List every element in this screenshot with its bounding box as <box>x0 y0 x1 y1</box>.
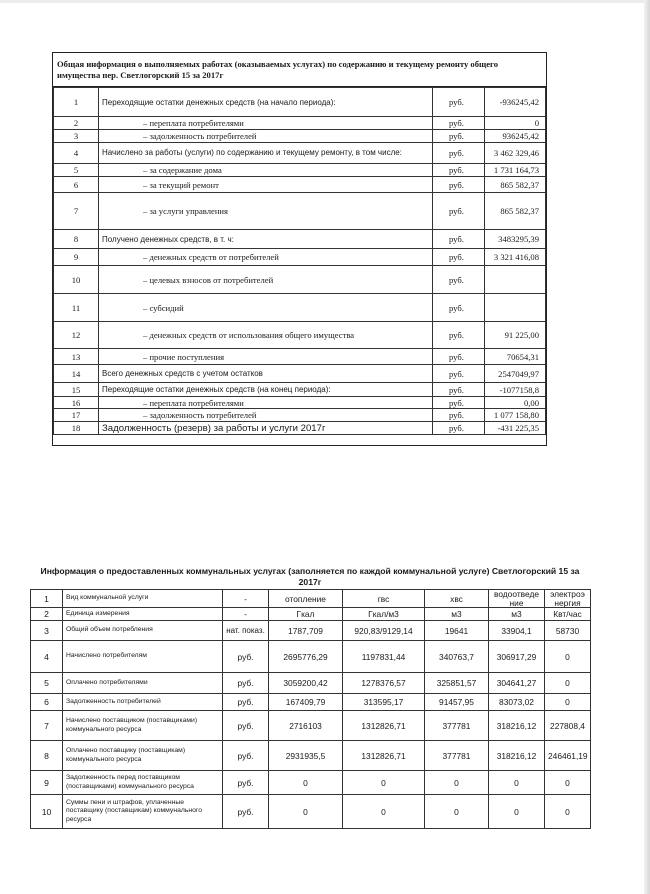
row-number: 18 <box>54 422 99 435</box>
cell-heating: 1787,709 <box>269 621 343 641</box>
row-label: – за текущий ремонт <box>99 177 433 193</box>
utilities-info-title: Информация о предоставленных коммунальных услугах (заполняется по каждой коммунальной услуге) Светлогорский 15 за 2017г <box>40 566 580 587</box>
cell-electricity: 58730 <box>545 621 591 641</box>
row-label: – за содержание дома <box>99 164 433 177</box>
scan-right-edge <box>644 0 650 894</box>
row-number: 12 <box>54 322 99 349</box>
cell-sewage: 318216,12 <box>489 711 545 741</box>
table-row <box>54 193 546 230</box>
row-value: 865 582,37 <box>485 193 546 230</box>
row-unit: руб. <box>433 88 485 117</box>
row-label: – целевых взносов от потребителей <box>99 266 433 294</box>
table-row <box>54 130 546 143</box>
table-row <box>31 590 591 608</box>
cell-cold-water: 377781 <box>425 711 489 741</box>
cell-sewage: 304641,27 <box>489 673 545 694</box>
cell-hot-water: 1278376,57 <box>343 673 425 694</box>
table-row <box>54 177 546 193</box>
row-label: Вид коммунальной услуги <box>63 590 223 608</box>
row-label: Начислено за работы (услуги) по содержанию и текущему ремонту, в том числе: <box>99 143 433 164</box>
row-number: 3 <box>54 130 99 143</box>
cell-heating: 0 <box>269 795 343 829</box>
row-number: 4 <box>54 143 99 164</box>
cell-cold-water: 91457,95 <box>425 694 489 711</box>
row-value: 3483295,39 <box>485 230 546 249</box>
row-label: – субсидий <box>99 294 433 322</box>
table-row <box>54 422 546 435</box>
row-number: 1 <box>54 88 99 117</box>
row-number: 9 <box>54 249 99 266</box>
row-number: 3 <box>31 621 63 641</box>
row-number: 11 <box>54 294 99 322</box>
cell-heating: 2695776,29 <box>269 641 343 673</box>
table-row <box>31 621 591 641</box>
row-number: 16 <box>54 397 99 409</box>
row-unit: руб. <box>433 249 485 266</box>
works-info-table-frame <box>52 52 547 446</box>
cell-heating: отопление <box>269 590 343 608</box>
cell-hot-water: гвс <box>343 590 425 608</box>
row-value: 865 582,37 <box>485 177 546 193</box>
row-value: 3 462 329,46 <box>485 143 546 164</box>
cell-hot-water: 920,83/9129,14 <box>343 621 425 641</box>
row-label: Задолженность перед поставщиком (поставщиками) коммунального ресурса <box>63 771 223 795</box>
cell-sewage: 33904,1 <box>489 621 545 641</box>
row-label: – денежных средств от потребителей <box>99 249 433 266</box>
table-row <box>54 143 546 164</box>
row-value: 91 225,00 <box>485 322 546 349</box>
table-row <box>54 397 546 409</box>
cell-sewage: водоотведение <box>489 590 545 608</box>
table-row <box>31 711 591 741</box>
row-unit: руб. <box>223 694 269 711</box>
row-unit: руб. <box>433 130 485 143</box>
row-number: 8 <box>31 741 63 771</box>
cell-heating: 2931935,5 <box>269 741 343 771</box>
table-row <box>54 322 546 349</box>
row-unit: руб. <box>433 409 485 422</box>
row-unit: руб. <box>433 177 485 193</box>
table-row <box>54 249 546 266</box>
cell-hot-water: 0 <box>343 795 425 829</box>
row-unit: руб. <box>223 711 269 741</box>
cell-cold-water: м3 <box>425 608 489 621</box>
row-number: 9 <box>31 771 63 795</box>
row-number: 4 <box>31 641 63 673</box>
row-unit: руб. <box>433 422 485 435</box>
row-label: – переплата потребителями <box>99 397 433 409</box>
row-value: -936245,42 <box>485 88 546 117</box>
table-row <box>54 117 546 130</box>
cell-hot-water: 1312826,71 <box>343 741 425 771</box>
cell-electricity: 227808,4 <box>545 711 591 741</box>
row-value: 70654,31 <box>485 349 546 365</box>
cell-heating: 3059200,42 <box>269 673 343 694</box>
row-label: Задолженность (резерв) за работы и услуги 2017г <box>99 422 433 435</box>
cell-electricity: 0 <box>545 641 591 673</box>
row-label: Оплачено потребителями <box>63 673 223 694</box>
row-number: 5 <box>31 673 63 694</box>
row-value: 0,00 <box>485 397 546 409</box>
row-label: Единица измерения <box>63 608 223 621</box>
row-label: – переплата потребителями <box>99 117 433 130</box>
row-number: 1 <box>31 590 63 608</box>
scan-top-edge <box>0 0 650 3</box>
row-value: -1077158,8 <box>485 383 546 397</box>
row-unit: руб. <box>433 230 485 249</box>
row-number: 7 <box>31 711 63 741</box>
row-unit: руб. <box>223 673 269 694</box>
utilities-info-table <box>30 589 591 829</box>
works-info-table <box>53 87 546 435</box>
row-label: Получено денежных средств, в т. ч: <box>99 230 433 249</box>
row-unit: руб. <box>223 641 269 673</box>
row-number: 2 <box>31 608 63 621</box>
cell-heating: 2716103 <box>269 711 343 741</box>
row-value: 3 321 416,08 <box>485 249 546 266</box>
table-row <box>54 294 546 322</box>
row-unit: руб. <box>433 322 485 349</box>
row-unit: руб. <box>223 795 269 829</box>
row-unit: руб. <box>433 164 485 177</box>
row-value: 1 077 158,80 <box>485 409 546 422</box>
row-number: 14 <box>54 365 99 383</box>
cell-cold-water: 340763,7 <box>425 641 489 673</box>
row-unit: - <box>223 590 269 608</box>
table-row <box>54 365 546 383</box>
cell-electricity: 0 <box>545 694 591 711</box>
row-label: – денежных средств от использования общего имущества <box>99 322 433 349</box>
row-unit: - <box>223 608 269 621</box>
cell-electricity: 0 <box>545 673 591 694</box>
cell-sewage: м3 <box>489 608 545 621</box>
table-row <box>54 349 546 365</box>
row-unit: руб. <box>433 397 485 409</box>
row-number: 6 <box>31 694 63 711</box>
row-value <box>485 294 546 322</box>
row-label: Оплачено поставщику (поставщикам) коммунального ресурса <box>63 741 223 771</box>
row-number: 17 <box>54 409 99 422</box>
row-number: 15 <box>54 383 99 397</box>
table-row <box>31 694 591 711</box>
cell-hot-water: 1312826,71 <box>343 711 425 741</box>
cell-cold-water: 325851,57 <box>425 673 489 694</box>
cell-electricity: 0 <box>545 795 591 829</box>
row-unit: руб. <box>433 349 485 365</box>
row-label: Переходящие остатки денежных средств (на конец периода): <box>99 383 433 397</box>
table-row <box>54 266 546 294</box>
table-row <box>54 164 546 177</box>
row-value: 936245,42 <box>485 130 546 143</box>
row-value: 2547049,97 <box>485 365 546 383</box>
table-row <box>54 88 546 117</box>
cell-cold-water: хвс <box>425 590 489 608</box>
row-value: 0 <box>485 117 546 130</box>
cell-electricity: 0 <box>545 771 591 795</box>
table-row <box>54 230 546 249</box>
cell-cold-water: 0 <box>425 795 489 829</box>
cell-sewage: 306917,29 <box>489 641 545 673</box>
cell-cold-water: 19641 <box>425 621 489 641</box>
row-number: 2 <box>54 117 99 130</box>
row-unit: нат. показ. <box>223 621 269 641</box>
row-number: 7 <box>54 193 99 230</box>
row-number: 10 <box>31 795 63 829</box>
row-label: Переходящие остатки денежных средств (на начало периода): <box>99 88 433 117</box>
row-label: Общий объем потребления <box>63 621 223 641</box>
table-row <box>31 771 591 795</box>
cell-electricity: 246461,19 <box>545 741 591 771</box>
row-unit: руб. <box>433 193 485 230</box>
row-label: Начислено поставщиком (поставщиками) коммунального ресурса <box>63 711 223 741</box>
row-number: 5 <box>54 164 99 177</box>
table-row <box>31 795 591 829</box>
cell-sewage: 83073,02 <box>489 694 545 711</box>
table-row <box>31 641 591 673</box>
cell-hot-water: 1197831,44 <box>343 641 425 673</box>
row-unit: руб. <box>433 294 485 322</box>
row-number: 6 <box>54 177 99 193</box>
table-row <box>31 673 591 694</box>
cell-sewage: 318216,12 <box>489 741 545 771</box>
row-label: Суммы пени и штрафов, уплаченные поставщику (поставщикам) коммунального ресурса <box>63 795 223 829</box>
cell-sewage: 0 <box>489 795 545 829</box>
row-label: – за услуги управления <box>99 193 433 230</box>
row-label: – задолженность потребителей <box>99 130 433 143</box>
row-number: 13 <box>54 349 99 365</box>
row-unit: руб. <box>433 266 485 294</box>
cell-heating: 0 <box>269 771 343 795</box>
table-row <box>31 608 591 621</box>
cell-hot-water: 313595,17 <box>343 694 425 711</box>
row-unit: руб. <box>433 365 485 383</box>
row-unit: руб. <box>223 771 269 795</box>
row-label: Начислено потребителям <box>63 641 223 673</box>
cell-hot-water: Гкал/м3 <box>343 608 425 621</box>
row-value: 1 731 164,73 <box>485 164 546 177</box>
row-unit: руб. <box>223 741 269 771</box>
row-label: Задолженность потребителей <box>63 694 223 711</box>
cell-cold-water: 0 <box>425 771 489 795</box>
cell-electricity: Квт/час <box>545 608 591 621</box>
row-unit: руб. <box>433 383 485 397</box>
row-number: 10 <box>54 266 99 294</box>
cell-heating: Гкал <box>269 608 343 621</box>
cell-electricity: электроэнергия <box>545 590 591 608</box>
row-label: – задолженность потребителей <box>99 409 433 422</box>
table-row <box>54 383 546 397</box>
table-row <box>54 409 546 422</box>
cell-sewage: 0 <box>489 771 545 795</box>
row-label: – прочие поступления <box>99 349 433 365</box>
table-row <box>31 741 591 771</box>
row-unit: руб. <box>433 117 485 130</box>
row-label: Всего денежных средств с учетом остатков <box>99 365 433 383</box>
cell-cold-water: 377781 <box>425 741 489 771</box>
cell-heating: 167409,79 <box>269 694 343 711</box>
row-value <box>485 266 546 294</box>
row-unit: руб. <box>433 143 485 164</box>
row-number: 8 <box>54 230 99 249</box>
row-value: -431 225,35 <box>485 422 546 435</box>
works-info-title: Общая информация о выполняемых работах (оказываемых услугах) по содержанию и текущему ремонту общего имущества пер. Светлогорский 15 за 2017г <box>53 53 546 87</box>
cell-hot-water: 0 <box>343 771 425 795</box>
